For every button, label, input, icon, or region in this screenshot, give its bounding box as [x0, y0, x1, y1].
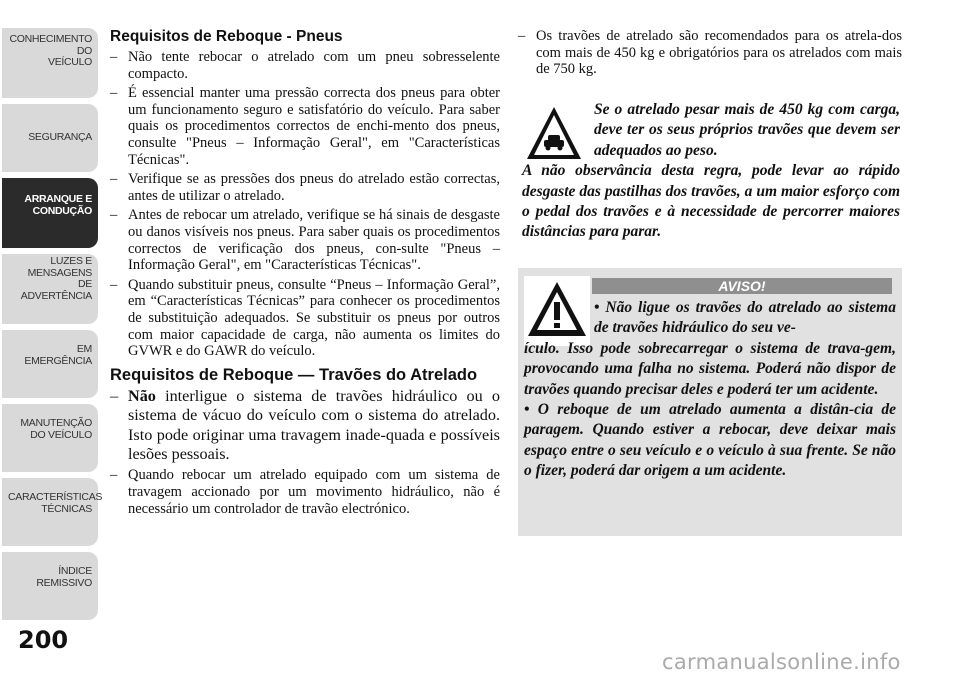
tab-caracteristicas[interactable]	[2, 478, 103, 546]
list-item: – Os travões de atrelado são recomendados para os atrela-dos com mais de 450 kg e obrigatórios para os atrelados com mais de 750 kg.	[518, 28, 902, 78]
tab-label: ÍNDICE REMISSIVO	[36, 565, 92, 589]
heading-trailer-brakes: Requisitos de Reboque — Travões do Atrelado	[110, 365, 478, 384]
aviso-paragraph-rest: ículo. Isso pode sobrecarregar o sistema de trava-gem, provocando uma falha no sistema. Poderá não dispor de travões quando precisar deles e poderá ter um acidente.	[524, 339, 896, 398]
list-item: – Antes de rebocar um atrelado, verifique se há sinais de desgaste ou danos visíveis nos pneus. Para saber quais os procedimentos correctos de verificação dos pneus, con-sulte "Pneus – Informação Geral", em "Características Técnicas".	[110, 207, 500, 273]
tab-emergencia[interactable]	[2, 330, 98, 398]
list-item-text: interligue o sistema de travões hidráulico ou o sistema de vácuo do veículo com o sistema do atrelado. Isto pode originar uma travagem inade-quada e possíveis lesões pessoais.	[128, 386, 500, 463]
aviso-paragraph	[524, 298, 896, 400]
watermark: carmanualsonline.info	[662, 650, 901, 674]
emphasis-text: Não	[128, 386, 156, 405]
tab-label: ARRANQUE E CONDUÇÃO	[24, 193, 92, 217]
brake-requirements-list	[110, 387, 500, 517]
list-item: – Verifique se as pressões dos pneus do atrelado estão correctas, antes de utilizar o atrelado.	[110, 171, 500, 204]
list-item: – Não tente rebocar o atrelado com um pneu sobresselente compacto.	[110, 49, 500, 82]
tab-conhecimento[interactable]	[2, 28, 98, 98]
tab-indice[interactable]	[2, 552, 98, 620]
warning-text-first: Se o atrelado pesar mais de 450 kg com carga, deve ter os seus próprios travões que devem ser adequados ao peso.	[594, 101, 900, 159]
heading-tyres: Requisitos de Reboque - Pneus	[110, 28, 343, 45]
tyre-requirements-list	[110, 49, 500, 360]
aviso-text	[524, 298, 896, 482]
tab-label: EM EMERGÊNCIA	[24, 343, 92, 367]
warning-text-rest: A não observância desta regra, pode levar ao rápido desgaste das pastilhas dos travões, a um maior esforço com o pedal dos travões e à necessidade de percorrer maiores distâncias para parar.	[522, 162, 900, 241]
warning-text	[522, 100, 900, 243]
tab-label: CARACTERÍSTICAS TÉCNICAS	[8, 491, 103, 515]
chapter-sidebar	[0, 0, 103, 640]
list-item: – É essencial manter uma pressão correcta dos pneus para obter um funcionamento seguro e satisfatório do veículo. Para saber quais os procedimentos correctos de enchi-mento dos pneus, consulte "Pneus – Informação Geral", em "Características Técnicas".	[110, 85, 500, 168]
tab-label: LUZES E MENSAGENS DE ADVERTÊNCIA	[20, 255, 92, 302]
list-item: – Quando substituir pneus, consulte “Pneus – Informação Geral”, em “Características Técnicas” para conhecer os procedimentos de substituição adequados. Se substituir os pneus por outros com maior capacidade de carga, não aumenta os limites do GVWR e do GAWR do veículo.	[110, 277, 500, 360]
warning-block	[518, 100, 902, 246]
list-item	[110, 387, 500, 465]
aviso-title: AVISO!	[592, 278, 892, 294]
tab-label: CONHECIMENTO DO VEÍCULO	[9, 33, 92, 68]
aviso-paragraph: • O reboque de um atrelado aumenta a distân-cia de paragem. Quando estiver a rebocar, deve deixar mais espaço entre o seu veículo e o veículo à sua frente. Se não o fizer, poderá dar origem a um acidente.	[524, 401, 896, 480]
tab-label: SEGURANÇA	[28, 131, 92, 143]
page-number: 200	[18, 626, 69, 654]
left-column	[110, 28, 500, 520]
tab-luzes-mensagens[interactable]	[2, 254, 98, 324]
tab-label: MANUTENÇÃO DO VEÍCULO	[20, 417, 92, 441]
tab-arranque-conducao[interactable]	[2, 178, 98, 248]
tab-manutencao[interactable]	[2, 404, 98, 472]
brake-recommendation-list	[518, 28, 902, 78]
right-column	[518, 28, 902, 81]
list-item: – Quando rebocar um atrelado equipado com um sistema de travagem accionado por um movimento hidráulico, não é necessário um controlador de travão electrónico.	[110, 467, 500, 517]
tab-seguranca[interactable]	[2, 104, 98, 172]
aviso-paragraph-head: • Não ligue os travões do atrelado ao sistema de travões hidráulico do seu ve-	[594, 299, 896, 337]
aviso-box	[518, 268, 902, 536]
